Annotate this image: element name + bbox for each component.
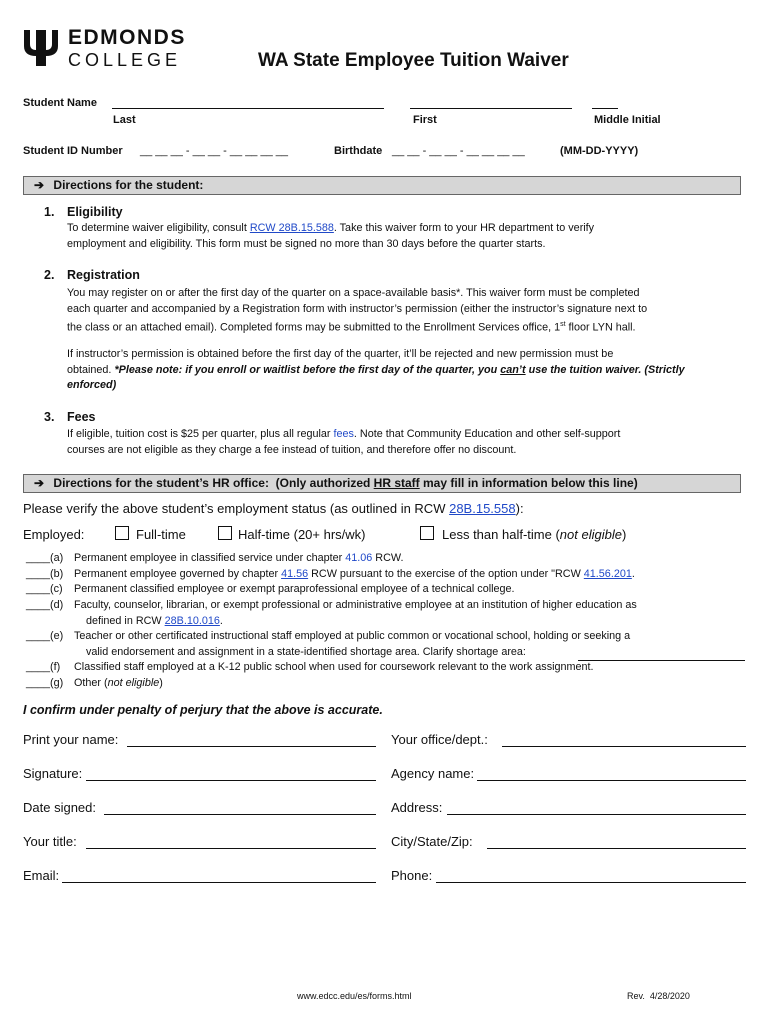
item-c-blank[interactable]: ____ xyxy=(26,583,51,595)
eligibility-text-pre: To determine waiver eligibility, consult xyxy=(67,222,250,234)
last-name-field[interactable] xyxy=(112,108,384,109)
fees-link[interactable]: fees xyxy=(333,428,354,440)
item-e-line2: valid endorsement and assignment in a state-identified shortage area. Clarify shortage area: xyxy=(86,645,526,658)
registration-paragraph-2 xyxy=(67,347,747,394)
directions-hr-bar xyxy=(23,474,741,493)
trident-logo-icon xyxy=(22,28,60,68)
city-state-zip-label: City/State/Zip: xyxy=(391,834,473,849)
print-name-field[interactable] xyxy=(127,746,376,747)
middle-initial-field[interactable] xyxy=(592,108,618,109)
registration-heading: Registration xyxy=(67,268,140,282)
list-item xyxy=(26,676,63,692)
date-format-hint: (MM-DD-YYYY) xyxy=(560,145,639,157)
not-eligible-text: not eligible xyxy=(559,527,622,542)
address-field[interactable] xyxy=(447,814,746,815)
item-g-text xyxy=(74,676,163,692)
directions-hr-label: Directions for the student’s HR office: xyxy=(53,476,269,490)
item-b-post: . xyxy=(631,568,635,580)
email-label: Email: xyxy=(23,868,60,883)
eligibility-heading: Eligibility xyxy=(67,205,123,219)
office-dept-field[interactable] xyxy=(502,746,746,747)
item-b-letter: (b) xyxy=(50,568,64,580)
rcw-41-56-link[interactable]: 41.56 xyxy=(281,568,309,580)
office-dept-label: Your office/dept.: xyxy=(391,732,488,747)
registration-p1-line3-end: floor LYN hall. xyxy=(565,321,636,334)
registration-note-end: use the tuition waiver. (Strictly xyxy=(525,363,685,376)
eligibility-text xyxy=(67,221,747,252)
list-item xyxy=(26,567,63,583)
list-item xyxy=(26,629,63,645)
list-item xyxy=(26,598,63,614)
agency-name-field[interactable] xyxy=(477,780,746,781)
footer-url: www.edcc.edu/es/forms.html xyxy=(297,991,412,1001)
item-b-mid: RCW pursuant to the exercise of the option under "RCW xyxy=(308,568,584,580)
agency-name-label: Agency name: xyxy=(391,766,475,781)
registration-p2-line2: obtained. xyxy=(67,363,115,376)
eligibility-number: 1. xyxy=(44,205,55,219)
item-e-blank[interactable]: ____ xyxy=(26,630,51,642)
less-than-half-time-close: ) xyxy=(621,527,627,542)
shortage-area-field[interactable] xyxy=(578,660,745,661)
verify-status-text xyxy=(23,501,524,516)
rcw-41-56-201-link[interactable]: 41.56.201 xyxy=(583,568,632,580)
fees-text-line2: courses are not eligible as they charge a fee instead of tuition, and therefore offer no discount. xyxy=(67,443,517,456)
item-d-text xyxy=(74,598,734,629)
item-e-letter: (e) xyxy=(50,630,64,642)
first-name-field[interactable] xyxy=(410,108,572,109)
date-signed-field[interactable] xyxy=(104,814,376,815)
item-g-letter: (g) xyxy=(50,677,64,689)
print-name-label: Print your name: xyxy=(23,732,119,747)
item-g-blank[interactable]: ____ xyxy=(26,677,51,689)
rcw-41-06-link[interactable]: 41.06 xyxy=(345,552,373,564)
phone-label: Phone: xyxy=(391,868,433,883)
directions-hr-note: (Only authorized xyxy=(268,476,374,490)
less-than-half-time-label xyxy=(442,527,626,542)
registration-note: *Please note: if you enroll or waitlist before the first day of the quarter, you xyxy=(114,363,501,376)
eligibility-text-post: . Take this waiver form to your HR department to verify xyxy=(333,222,595,234)
list-item xyxy=(26,551,63,567)
fees-text-post: . Note that Community Education and other self-support xyxy=(353,428,621,440)
item-a-pre: Permanent employee in classified service under chapter xyxy=(74,552,346,564)
student-id-label: Student ID Number xyxy=(23,145,123,157)
item-c-text: Permanent classified employee or exempt paraprofessional employee of a technical college. xyxy=(74,583,515,595)
first-label: First xyxy=(413,114,437,126)
list-item xyxy=(26,660,60,676)
directions-hr-note-end: may fill in information below this line) xyxy=(419,476,638,490)
signature-label: Signature: xyxy=(23,766,83,781)
registration-number: 2. xyxy=(44,268,55,282)
item-e-line1: Teacher or other certificated instructional staff employed at public common or vocational school, holding or seeking a xyxy=(74,630,631,642)
logo-wordmark-line1: EDMONDS xyxy=(68,26,186,49)
fees-number: 3. xyxy=(44,410,55,424)
your-title-field[interactable] xyxy=(86,848,376,849)
verify-status-pre: Please verify the above student’s employment status (as outlined in RCW xyxy=(23,501,450,516)
student-name-label: Student Name xyxy=(23,97,97,109)
item-b-text xyxy=(74,567,635,583)
city-state-zip-field[interactable] xyxy=(487,848,746,849)
signature-field[interactable] xyxy=(86,780,376,781)
email-field[interactable] xyxy=(62,882,376,883)
item-a-blank[interactable]: ____ xyxy=(26,552,51,564)
logo-wordmark-line2: COLLEGE xyxy=(68,50,182,70)
rcw-28b-15-588-link[interactable]: RCW 28B.15.588 xyxy=(249,222,334,234)
fees-text xyxy=(67,427,747,458)
directions-hr-note-hr-staff: HR staff xyxy=(373,476,420,490)
registration-p1-line1: You may register on or after the first day of the quarter on a space-available basis*. This waiver form must be completed xyxy=(67,287,640,299)
registration-note-enforced: enforced) xyxy=(67,379,117,391)
item-d-line1: Faculty, counselor, librarian, or exempt professional or administrative employee at an institution of higher education as xyxy=(74,599,637,611)
employed-label: Employed: xyxy=(23,527,85,542)
less-than-half-time-text: Less than half-time ( xyxy=(442,527,560,542)
directions-student-label: Directions for the student: xyxy=(53,178,204,192)
half-time-checkbox[interactable] xyxy=(218,526,232,540)
item-g-not-eligible: not eligible xyxy=(107,677,160,689)
address-label: Address: xyxy=(391,800,443,815)
item-g-pre: Other ( xyxy=(74,677,108,689)
fees-heading: Fees xyxy=(67,410,96,424)
last-label: Last xyxy=(113,114,136,126)
eligibility-text-line2: employment and eligibility. This form must be signed no more than 30 days before the quarter starts. xyxy=(67,237,546,250)
item-f-text: Classified staff employed at a K-12 public school when used for coursework relevant to the work assignment. xyxy=(74,661,594,673)
item-f-letter: (f) xyxy=(50,661,61,673)
full-time-label: Full-time xyxy=(136,527,186,542)
item-c-letter: (c) xyxy=(50,583,63,595)
arrow-right-icon: ➔ xyxy=(34,178,45,192)
date-signed-label: Date signed: xyxy=(23,800,96,815)
arrow-right-icon: ➔ xyxy=(34,476,45,490)
item-e-text xyxy=(74,629,734,660)
item-b-blank[interactable]: ____ xyxy=(26,568,51,580)
item-f-blank[interactable]: ____ xyxy=(26,661,51,673)
item-a-letter: (a) xyxy=(50,552,64,564)
student-id-field[interactable]: __ __ __ - __ __ - __ __ __ __ xyxy=(140,145,289,157)
page-title: WA State Employee Tuition Waiver xyxy=(258,50,569,71)
superscript-st: st xyxy=(560,321,566,328)
item-d-line2-end: . xyxy=(219,614,223,627)
item-a-text xyxy=(74,551,404,567)
less-than-half-time-checkbox[interactable] xyxy=(420,526,434,540)
registration-p2-line1: If instructor’s permission is obtained before the first day of the quarter, it’ll be rejected and new permission must be xyxy=(67,348,614,360)
fees-text-pre: If eligible, tuition cost is $25 per quarter, plus all regular xyxy=(67,428,334,440)
item-d-letter: (d) xyxy=(50,599,64,611)
full-time-checkbox[interactable] xyxy=(115,526,129,540)
verify-status-post: ): xyxy=(515,501,524,516)
item-d-blank[interactable]: ____ xyxy=(26,599,51,611)
your-title-label: Your title: xyxy=(23,834,77,849)
birthdate-field[interactable]: __ __ - __ __ - __ __ __ __ xyxy=(392,145,525,157)
registration-p1-line3: the class or an attached email). Completed forms may be submitted to the Enrollment Services office, 1 xyxy=(67,321,561,334)
item-d-line2: defined in RCW xyxy=(86,614,165,627)
item-a-post: RCW. xyxy=(372,552,404,564)
registration-p1-line2: each quarter and accompanied by a Registration form with instructor’s permission (either the instructor’s signature next to xyxy=(67,302,648,315)
item-g-post: ) xyxy=(159,677,163,689)
rcw-28b-15-558-link[interactable]: 28B.15.558 xyxy=(449,501,516,516)
birthdate-label: Birthdate xyxy=(334,145,383,157)
footer-revision: Rev. 4/28/2020 xyxy=(627,991,690,1001)
list-item xyxy=(26,582,63,598)
half-time-label: Half-time (20+ hrs/wk) xyxy=(238,527,366,542)
middle-initial-label: Middle Initial xyxy=(594,114,661,126)
perjury-confirmation: I confirm under penalty of perjury that the above is accurate. xyxy=(23,703,383,717)
registration-paragraph-1 xyxy=(67,286,747,336)
phone-field[interactable] xyxy=(436,882,746,883)
directions-student-bar xyxy=(23,176,741,195)
item-b-pre: Permanent employee governed by chapter xyxy=(74,568,282,580)
registration-note-cant: can’t xyxy=(500,363,526,376)
rcw-28b-10-016-link[interactable]: 28B.10.016 xyxy=(164,614,220,627)
